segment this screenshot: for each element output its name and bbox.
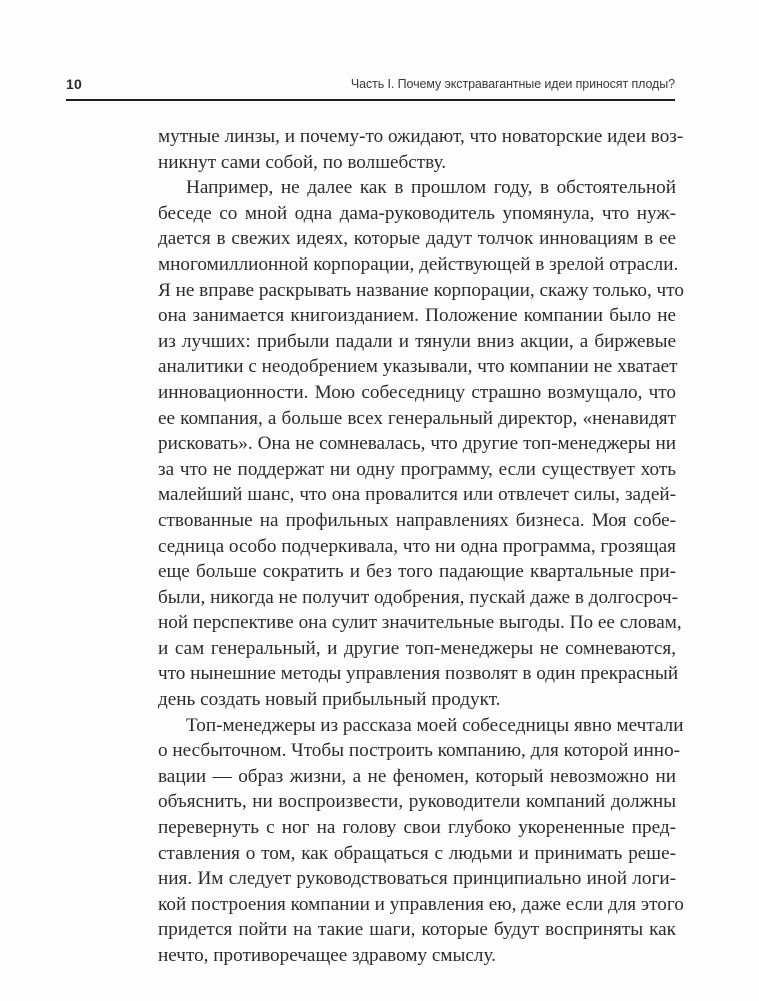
text-line: аналитики с неодобрением указывали, что компании не хватает <box>158 356 678 378</box>
text-line: Я не вправе раскрывать название корпорации, скажу только, что <box>158 279 684 301</box>
paragraph-first-line: Например, не далее как в прошлом году, в обстоятельной <box>186 177 676 199</box>
text-line: ствованные на профильных направлениях бизнеса. Моя собе- <box>158 509 676 531</box>
text-line: ставления о том, как обращаться с людьми и принимать реше- <box>158 842 676 864</box>
text-line: вации — образ жизни, а не феномен, который невозможно ни <box>158 765 676 787</box>
text-line: перевернуть с ног на голову свои глубоко укорененные пред- <box>158 817 676 839</box>
text-line: кой построения компании и управления ею, даже если для этого <box>158 893 684 915</box>
text-line: придется пойти на такие шаги, которые будут восприняты как <box>158 919 676 941</box>
text-line: что нынешние методы управления позволят в один прекрасный <box>158 663 679 685</box>
page-number: 10 <box>66 76 82 92</box>
running-header <box>66 76 675 96</box>
text-line: нечто, противоречащее здравому смыслу. <box>158 945 496 966</box>
text-line: малейший шанс, что она провалится или отвлечет силы, задей- <box>158 484 676 506</box>
text-line: многомиллионной корпорации, действующей в зрелой отрасли. <box>158 253 679 275</box>
text-line: беседе со мной одна дама-руководитель упомянула, что нуж- <box>158 202 676 224</box>
text-line: мутные линзы, и почему-то ожидают, что новаторские идеи воз- <box>158 126 684 147</box>
text-line: и сам генеральный, и другие топ-менеджеры не сомневаются, <box>158 637 676 659</box>
body-text <box>158 124 684 969</box>
text-line: о несбыточном. Чтобы построить компанию, для которой инно- <box>158 740 681 762</box>
text-line: ной перспективе она сулит значительные выгоды. По ее словам, <box>158 612 682 634</box>
text-line: рисковать». Она не сомневалась, что другие топ-менеджеры ни <box>158 433 676 455</box>
text-line: объяснить, ни воспроизвести, руководители компаний должны <box>158 791 676 813</box>
text-line: ее компания, а больше всех генеральный директор, «ненавидят <box>158 407 676 429</box>
header-rule <box>66 99 675 101</box>
text-line: ния. Им следует руководствоваться принципиально иной логи- <box>158 868 676 890</box>
text-line: дается в свежих идеях, которые дадут толчок инновациям в ее <box>158 228 676 250</box>
text-line: из лучших: прибыли падали и тянули вниз акции, а биржевые <box>158 330 676 352</box>
text-line: седница особо подчеркивала, что ни одна программа, грозящая <box>158 535 676 557</box>
chapter-title: Часть I. Почему экстравагантные идеи приносят плоды? <box>350 77 675 91</box>
text-line: еще больше сократить и без того падающие квартальные при- <box>158 561 676 583</box>
text-line: за что не поддержат ни одну программу, если существует хоть <box>158 458 676 480</box>
text-line: день создать новый прибыльный продукт. <box>158 689 501 711</box>
text-line: инновационности. Мою собеседницу страшно возмущало, что <box>158 381 676 403</box>
text-line: были, никогда не получит одобрения, пускай даже в долгосроч- <box>158 586 679 608</box>
paragraph-first-line: Топ-менеджеры из рассказа моей собеседницы явно мечтали <box>186 714 684 736</box>
text-line: никнут сами собой, по волшебству. <box>158 151 447 173</box>
text-line: она занимается книгоизданием. Положение компании было не <box>158 305 676 327</box>
